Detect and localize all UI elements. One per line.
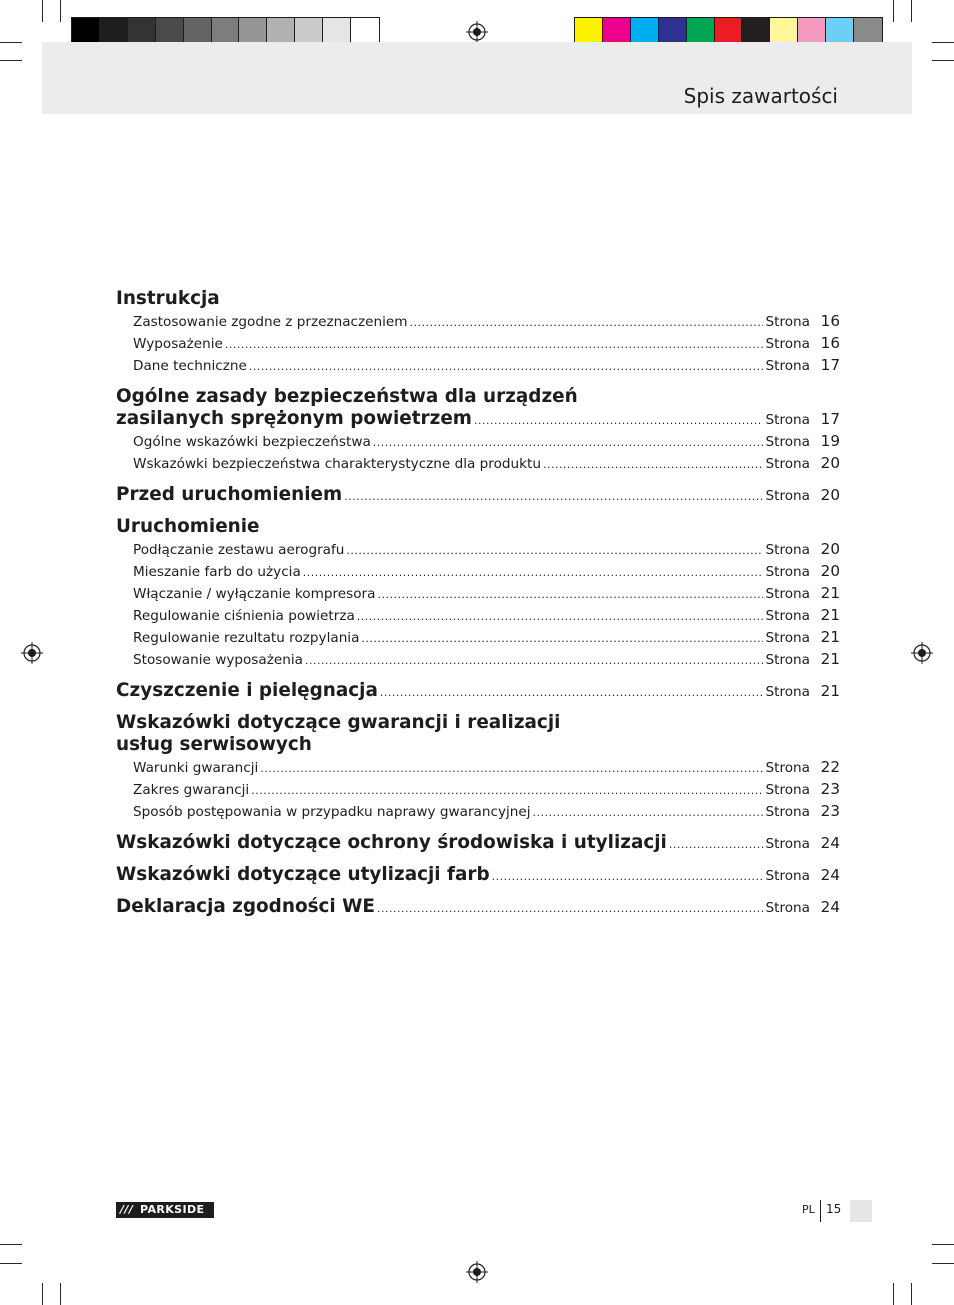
crop-mark <box>60 0 61 22</box>
crop-mark <box>893 0 894 22</box>
footer-divider <box>820 1200 821 1222</box>
toc-section-title: usług serwisowych <box>116 734 312 755</box>
page-number: 24 <box>820 898 840 916</box>
toc-entry[interactable] <box>116 430 840 452</box>
logo-text: PARKSIDE <box>140 1203 205 1216</box>
page-number: 21 <box>820 606 840 624</box>
registration-mark-icon <box>21 642 43 664</box>
crop-mark <box>932 42 954 43</box>
dot-leader <box>492 866 764 888</box>
toc-section-title: Instrukcja <box>116 288 220 309</box>
strona-label: Strona <box>765 900 810 916</box>
registration-mark-icon <box>466 1261 488 1283</box>
toc-section-uruchomienie <box>116 516 840 670</box>
crop-mark <box>0 1244 22 1245</box>
table-of-contents <box>116 288 840 928</box>
toc-section-gwarancja <box>116 712 840 822</box>
dot-leader <box>251 780 763 802</box>
parkside-logo <box>116 1202 214 1218</box>
strona-label: Strona <box>765 456 810 472</box>
toc-entry[interactable] <box>116 484 840 506</box>
dot-leader <box>346 540 763 562</box>
strona-label: Strona <box>765 652 810 668</box>
toc-section-title: Przed uruchomieniem <box>116 484 343 505</box>
toc-entry[interactable] <box>116 680 840 702</box>
toc-section-title: Wskazówki dotyczące gwarancji i realizacji <box>116 712 561 733</box>
strona-label: Strona <box>765 684 810 700</box>
registration-mark-icon <box>911 642 933 664</box>
toc-entry-label: Wskazówki bezpieczeństwa charakterystyczne dla produktu <box>133 456 541 472</box>
dot-leader <box>357 606 764 628</box>
dot-leader <box>474 410 764 432</box>
toc-entry[interactable] <box>116 538 840 560</box>
crop-mark <box>42 0 43 22</box>
strona-label: Strona <box>765 564 810 580</box>
page-number: 16 <box>820 334 840 352</box>
toc-entry[interactable] <box>116 832 840 854</box>
toc-entry[interactable] <box>116 756 840 778</box>
page-number: 21 <box>820 682 840 700</box>
dot-leader <box>410 312 764 334</box>
dot-leader <box>373 432 764 454</box>
toc-entry-label: Zastosowanie zgodne z przeznaczeniem <box>133 314 408 330</box>
strona-label: Strona <box>765 488 810 504</box>
crop-mark <box>911 1283 912 1305</box>
dot-leader <box>305 650 764 672</box>
page-number: 22 <box>820 758 840 776</box>
crop-mark <box>42 1283 43 1305</box>
page-number: 23 <box>820 780 840 798</box>
page-number: 24 <box>820 866 840 884</box>
toc-section-title: Wskazówki dotyczące ochrony środowiska i utylizacji <box>116 832 667 853</box>
page-number: 19 <box>820 432 840 450</box>
page-title: Spis zawartości <box>683 84 838 108</box>
page-number: 21 <box>820 584 840 602</box>
toc-entry-label: Mieszanie farb do użycia <box>133 564 301 580</box>
crop-mark <box>932 60 954 61</box>
toc-entry-label: Podłączanie zestawu aerografu <box>133 542 345 558</box>
strona-label: Strona <box>765 868 810 884</box>
toc-section-title: Ogólne zasady bezpieczeństwa dla urządzeń <box>116 386 578 407</box>
toc-entry[interactable] <box>116 604 840 626</box>
toc-entry[interactable] <box>116 626 840 648</box>
page-number: 16 <box>820 312 840 330</box>
toc-entry-label: Sposób postępowania w przypadku naprawy gwarancyjnej <box>133 804 531 820</box>
strona-label: Strona <box>765 336 810 352</box>
toc-entry[interactable] <box>116 332 840 354</box>
crop-mark <box>932 1263 954 1264</box>
toc-section-deklaracja <box>116 896 840 918</box>
page-number: 17 <box>820 410 840 428</box>
toc-section-utylizacja-farb <box>116 864 840 886</box>
toc-entry[interactable] <box>116 310 840 332</box>
dot-leader <box>380 682 764 704</box>
page-number-footer: 15 <box>826 1202 842 1216</box>
toc-entry[interactable] <box>116 648 840 670</box>
toc-section-ochrona <box>116 832 840 854</box>
dot-leader <box>249 356 764 378</box>
toc-entry[interactable] <box>116 452 840 474</box>
strona-label: Strona <box>765 804 810 820</box>
strona-label: Strona <box>765 542 810 558</box>
dot-leader <box>303 562 764 584</box>
page-number: 20 <box>820 562 840 580</box>
crop-mark <box>0 42 22 43</box>
strona-label: Strona <box>765 434 810 450</box>
toc-entry-label: Ogólne wskazówki bezpieczeństwa <box>133 434 371 450</box>
crop-mark <box>911 0 912 22</box>
toc-entry-label: Regulowanie ciśnienia powietrza <box>133 608 355 624</box>
strona-label: Strona <box>765 412 810 428</box>
toc-entry-label: Zakres gwarancji <box>133 782 250 798</box>
dot-leader <box>344 486 763 508</box>
crop-mark <box>0 60 22 61</box>
footer-tab-box <box>850 1200 872 1222</box>
page-number: 20 <box>820 454 840 472</box>
page-number: 21 <box>820 628 840 646</box>
crop-mark <box>893 1283 894 1305</box>
dot-leader <box>543 454 764 476</box>
strona-label: Strona <box>765 608 810 624</box>
strona-label: Strona <box>765 586 810 602</box>
crop-mark <box>932 1244 954 1245</box>
strona-label: Strona <box>765 836 810 852</box>
toc-section-przed <box>116 484 840 506</box>
dot-leader <box>225 334 764 356</box>
toc-entry[interactable] <box>116 560 840 582</box>
toc-section-ogolne <box>116 386 840 474</box>
dot-leader <box>377 584 763 606</box>
dot-leader <box>260 758 763 780</box>
toc-section-title: zasilanych sprężonym powietrzem <box>116 408 472 429</box>
page-number: 20 <box>820 486 840 504</box>
dot-leader <box>361 628 763 650</box>
toc-entry[interactable] <box>116 582 840 604</box>
page-number: 20 <box>820 540 840 558</box>
toc-entry[interactable] <box>116 864 840 886</box>
toc-section-instrukcja <box>116 288 840 376</box>
crop-mark <box>60 1283 61 1305</box>
toc-section-title: Uruchomienie <box>116 516 260 537</box>
strona-label: Strona <box>765 782 810 798</box>
registration-mark-icon <box>466 21 488 43</box>
toc-section-title: Czyszczenie i pielęgnacja <box>116 680 378 701</box>
page-number: 24 <box>820 834 840 852</box>
toc-entry[interactable] <box>116 896 840 918</box>
strona-label: Strona <box>765 358 810 374</box>
dot-leader <box>669 834 764 856</box>
toc-entry-label: Włączanie / wyłączanie kompresora <box>133 586 376 602</box>
dot-leader <box>533 802 764 824</box>
dot-leader <box>377 898 764 920</box>
strona-label: Strona <box>765 760 810 776</box>
toc-entry-label: Wyposażenie <box>133 336 223 352</box>
toc-entry-label: Warunki gwarancji <box>133 760 259 776</box>
toc-entry-label: Regulowanie rezultatu rozpylania <box>133 630 360 646</box>
strona-label: Strona <box>765 314 810 330</box>
page-number: 17 <box>820 356 840 374</box>
toc-entry[interactable] <box>116 800 840 822</box>
toc-entry[interactable] <box>116 408 840 430</box>
toc-entry[interactable] <box>116 354 840 376</box>
toc-entry[interactable] <box>116 778 840 800</box>
page-number: 21 <box>820 650 840 668</box>
page-number: 23 <box>820 802 840 820</box>
strona-label: Strona <box>765 630 810 646</box>
toc-entry-label: Stosowanie wyposażenia <box>133 652 303 668</box>
toc-entry-label: Dane techniczne <box>133 358 247 374</box>
toc-section-title: Wskazówki dotyczące utylizacji farb <box>116 864 490 885</box>
crop-mark <box>0 1263 22 1264</box>
language-code: PL <box>802 1203 815 1216</box>
toc-section-czyszczenie <box>116 680 840 702</box>
logo-stripes: /// <box>120 1203 134 1216</box>
toc-section-title: Deklaracja zgodności WE <box>116 896 375 917</box>
